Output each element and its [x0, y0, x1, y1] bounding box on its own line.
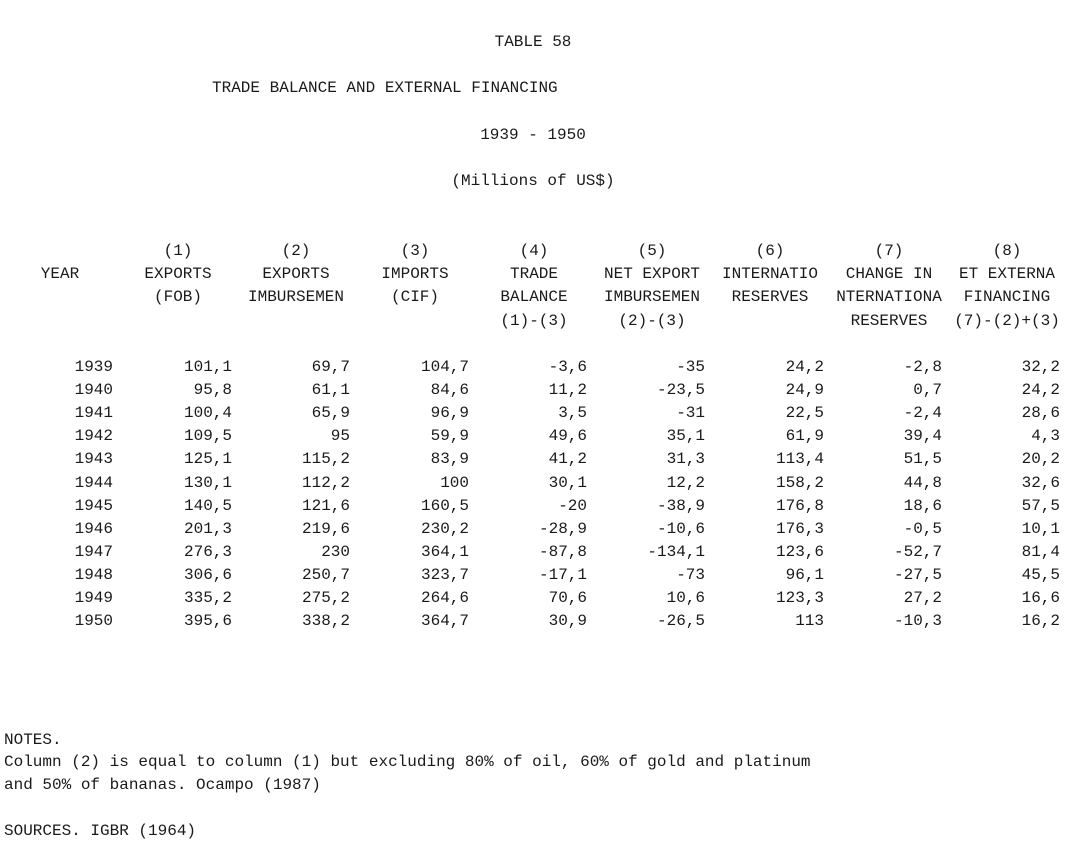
table-cell: 109,5	[183, 427, 232, 445]
table-cell: 160,5	[420, 497, 469, 515]
table-cell: 96,9	[430, 404, 469, 422]
table-cell: -73	[676, 566, 705, 584]
column-header-number: (5)	[637, 242, 667, 260]
column-header-line2: IMBURSEMEN	[603, 288, 700, 306]
column-header-line2: BALANCE	[500, 288, 568, 306]
column-header-line3: (2)-(3)	[618, 312, 686, 330]
table-cell: 44,8	[903, 474, 942, 492]
sources-line: SOURCES. IGBR (1964)	[4, 822, 197, 840]
table-cell: 130,1	[183, 474, 232, 492]
table-cell: -10,3	[893, 612, 942, 630]
row-year: 1939	[74, 358, 113, 376]
table-cell: 69,7	[311, 358, 350, 376]
table-cell: 123,6	[775, 543, 824, 561]
table-cell: 176,8	[775, 497, 824, 515]
table-cell: 121,6	[301, 497, 350, 515]
row-year: 1949	[74, 589, 113, 607]
table-cell: 140,5	[183, 497, 232, 515]
table-cell: 113	[795, 612, 824, 630]
row-year: 1950	[74, 612, 113, 630]
table-cell: -0,5	[903, 520, 942, 538]
table-cell: 95,8	[193, 381, 232, 399]
table-cell: 306,6	[183, 566, 232, 584]
table-cell: -28,9	[538, 520, 587, 538]
table-number: TABLE 58	[494, 33, 572, 51]
table-cell: -2,4	[903, 404, 942, 422]
column-header-line1: ET EXTERNA	[958, 265, 1055, 283]
table-cell: 96,1	[785, 566, 824, 584]
table-cell: 16,6	[1021, 589, 1060, 607]
table-cell: 20,2	[1021, 450, 1060, 468]
column-header-number: (8)	[992, 242, 1022, 260]
table-cell: -17,1	[538, 566, 587, 584]
table-cell: 364,1	[420, 543, 469, 561]
table-cell: -3,6	[548, 358, 587, 376]
column-header-line2: RESERVES	[731, 288, 809, 306]
column-header-line2: NTERNATIONA	[836, 288, 942, 306]
table-cell: 101,1	[183, 358, 232, 376]
column-header-line1: EXPORTS	[262, 265, 330, 283]
column-header-number: (4)	[519, 242, 549, 260]
table-cell: 49,6	[548, 427, 587, 445]
table-cell: 158,2	[775, 474, 824, 492]
table-cell: 112,2	[301, 474, 350, 492]
row-year: 1945	[74, 497, 113, 515]
table-cell: 10,6	[666, 589, 705, 607]
table-cell: 230	[321, 543, 350, 561]
table-cell: 39,4	[903, 427, 942, 445]
column-header-line1: IMPORTS	[381, 265, 449, 283]
notes-line-2: and 50% of bananas. Ocampo (1987)	[4, 776, 321, 794]
table-cell: 24,2	[785, 358, 824, 376]
table-cell: 24,9	[785, 381, 824, 399]
table-cell: 28,6	[1021, 404, 1060, 422]
table-cell: 32,6	[1021, 474, 1060, 492]
column-header-line1: NET EXPORT	[603, 265, 700, 283]
table-cell: 84,6	[430, 381, 469, 399]
table-cell: 61,1	[311, 381, 350, 399]
table-cell: 31,3	[666, 450, 705, 468]
row-year: 1948	[74, 566, 113, 584]
table-cell: 123,3	[775, 589, 824, 607]
table-cell: -35	[676, 358, 705, 376]
table-cell: 83,9	[430, 450, 469, 468]
column-header-line2: IMBURSEMEN	[247, 288, 344, 306]
table-cell: -2,8	[903, 358, 942, 376]
table-cell: 27,2	[903, 589, 942, 607]
table-cell: -38,9	[656, 497, 705, 515]
table-cell: 250,7	[301, 566, 350, 584]
table-cell: 176,3	[775, 520, 824, 538]
table-cell: -23,5	[656, 381, 705, 399]
column-header-number: (1)	[163, 242, 193, 260]
table-cell: 95	[330, 427, 350, 445]
notes-line-1: Column (2) is equal to column (1) but excluding 80% of oil, 60% of gold and platinum	[4, 753, 811, 771]
table-cell: 264,6	[420, 589, 469, 607]
table-cell: -10,6	[656, 520, 705, 538]
table-cell: 32,2	[1021, 358, 1060, 376]
table-cell: 11,2	[548, 381, 587, 399]
table-cell: 81,4	[1021, 543, 1060, 561]
row-year: 1941	[74, 404, 113, 422]
column-header-line2: (FOB)	[153, 288, 202, 306]
table-cell: 35,1	[666, 427, 705, 445]
table-cell: 59,9	[430, 427, 469, 445]
column-header-number: (2)	[281, 242, 311, 260]
table-cell: -87,8	[538, 543, 587, 561]
table-cell: 276,3	[183, 543, 232, 561]
table-cell: 22,5	[785, 404, 824, 422]
table-cell: 24,2	[1021, 381, 1060, 399]
table-cell: 16,2	[1021, 612, 1060, 630]
column-header-year: YEAR	[40, 265, 80, 283]
table-cell: 57,5	[1021, 497, 1060, 515]
table-cell: -26,5	[656, 612, 705, 630]
table-cell: 275,2	[301, 589, 350, 607]
table-cell: 100	[440, 474, 469, 492]
table-cell: -20	[558, 497, 587, 515]
row-year: 1944	[74, 474, 113, 492]
column-header-line3: (1)-(3)	[500, 312, 568, 330]
column-header-line3: RESERVES	[850, 312, 928, 330]
table-cell: 0,7	[913, 381, 942, 399]
table-cell: 45,5	[1021, 566, 1060, 584]
table-title: TRADE BALANCE AND EXTERNAL FINANCING	[212, 79, 558, 97]
table-cell: 30,1	[548, 474, 587, 492]
column-header-line1: EXPORTS	[144, 265, 212, 283]
table-cell: 125,1	[183, 450, 232, 468]
row-year: 1940	[74, 381, 113, 399]
table-cell: 12,2	[666, 474, 705, 492]
table-cell: 113,4	[775, 450, 824, 468]
table-cell: 323,7	[420, 566, 469, 584]
table-cell: 18,6	[903, 497, 942, 515]
table-cell: -52,7	[893, 543, 942, 561]
table-units: (Millions of US$)	[451, 172, 615, 190]
row-year: 1946	[74, 520, 113, 538]
column-header-number: (7)	[874, 242, 904, 260]
table-cell: 61,9	[785, 427, 824, 445]
column-header-number: (6)	[755, 242, 785, 260]
table-cell: 51,5	[903, 450, 942, 468]
column-header-line2: FINANCING	[963, 288, 1051, 306]
table-cell: 104,7	[420, 358, 469, 376]
table-cell: 4,3	[1031, 427, 1060, 445]
notes-heading: NOTES.	[4, 731, 62, 749]
table-cell: 10,1	[1021, 520, 1060, 538]
table-cell: 41,2	[548, 450, 587, 468]
column-header-line1: CHANGE IN	[845, 265, 933, 283]
table-cell: 115,2	[301, 450, 350, 468]
table-cell: 219,6	[301, 520, 350, 538]
row-year: 1942	[74, 427, 113, 445]
row-year: 1947	[74, 543, 113, 561]
table-cell: 65,9	[311, 404, 350, 422]
table-cell: -134,1	[647, 543, 705, 561]
table-cell: -31	[676, 404, 705, 422]
table-cell: 70,6	[548, 589, 587, 607]
table-cell: 364,7	[420, 612, 469, 630]
table-cell: 338,2	[301, 612, 350, 630]
column-header-number: (3)	[400, 242, 430, 260]
table-cell: 30,9	[548, 612, 587, 630]
table-cell: 100,4	[183, 404, 232, 422]
table-cell: 395,6	[183, 612, 232, 630]
column-header-line2: (CIF)	[390, 288, 439, 306]
table-cell: 201,3	[183, 520, 232, 538]
row-year: 1943	[74, 450, 113, 468]
column-header-line3: (7)-(2)+(3)	[954, 312, 1060, 330]
column-header-line1: TRADE	[509, 265, 558, 283]
table-cell: 335,2	[183, 589, 232, 607]
table-period: 1939 - 1950	[480, 126, 586, 144]
table-cell: 230,2	[420, 520, 469, 538]
column-header-line1: INTERNATIO	[721, 265, 818, 283]
table-cell: -27,5	[893, 566, 942, 584]
table-cell: 3,5	[558, 404, 587, 422]
